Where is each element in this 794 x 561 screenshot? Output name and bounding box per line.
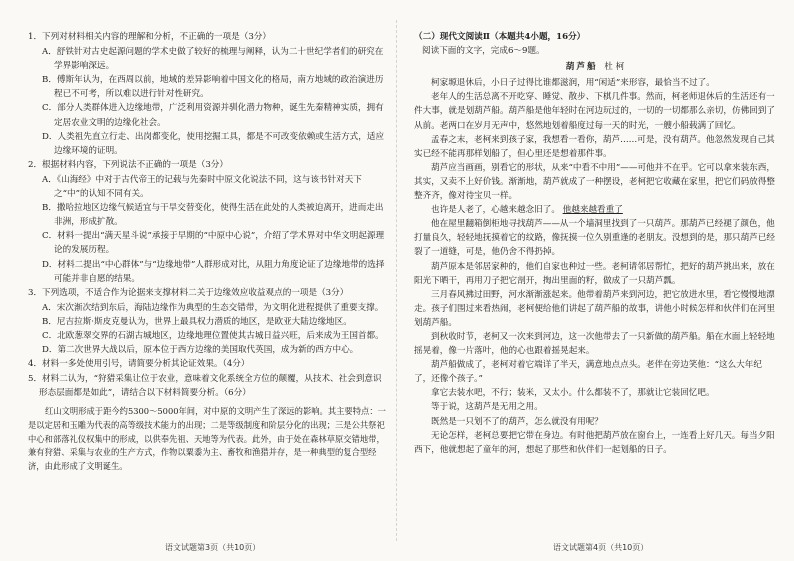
story-paragraph: 既然是一只划不了的葫芦，怎么就没有用呢？ — [431, 416, 603, 427]
option-c: C．部分人类群体进入边缘地带，广泛利用资源并驯化潜力物种，诞生先秦精神实质，拥有定居农业文明的边缘化社会。 — [42, 103, 384, 128]
story-title: 葫芦船 — [565, 62, 598, 73]
question-list — [28, 30, 390, 400]
question-2 — [28, 158, 390, 286]
question-3 — [28, 286, 390, 357]
right-page — [414, 30, 776, 531]
question-1 — [28, 30, 390, 158]
story-paragraph: 也许是人老了，心越来越念旧了。 — [431, 205, 560, 216]
question-stem: 1．下列对材料相关内容的理解和分析，不正确的一项是（3分） — [28, 32, 271, 42]
option-d: D．人类祖先直立行走、出岗都变化，使用挖掘工具，都是不可改变依赖或生活方式，适应边缘环境的证明。 — [42, 131, 385, 156]
option-b: B．傅斯年认为，在西周以前，地域的差异影响着中国文化的格局，南方地域的政治演进历程已不可考，所以难以进行针对性研究。 — [42, 75, 384, 100]
story-paragraph: 葫芦船做成了，老柯对着它端详了半天，满意地点点头。老伴在旁边笑他：“这么大年纪了，还像个孩子。” — [414, 360, 762, 385]
page-divider — [396, 20, 397, 541]
story-paragraph: 他在屋里翻箱倒柜地寻找葫芦——从一个墙洞里找到了一只葫芦。那葫芦已经褪了颜色，他打量良久，轻轻地抚摸着它的纹路，像抚摸一位久别重逢的老朋友。没想到的是，那只葫芦已经裂了一道缝，可是，他仍舍不得扔掉。 — [414, 219, 775, 258]
story-heading — [414, 60, 776, 74]
underlined-phrase: 他越来越看重了 — [562, 205, 623, 216]
story-paragraph: 拿它去装水吧，不行；装米，又太小。什么都装不了，那就让它装回忆吧。 — [431, 388, 715, 399]
option-b: B．撒哈拉地区边缘气候适宜与干旱交替变化，使得生活在此处的人类被迫离开，进而走出非洲，形成扩散。 — [42, 203, 384, 228]
story-paragraph-underlined — [414, 203, 776, 217]
section-title: （二）现代文阅读Ⅱ（本题共4小题，16分） — [414, 32, 586, 42]
page-footer-left: 语文试题第3页（共10页） — [165, 543, 261, 552]
question-5 — [28, 372, 390, 400]
option-a: A．舒铁针对古史起源问题的学术史做了较好的梳理与阐释，认为二十世纪学者们的研究在学界影响深远。 — [42, 47, 384, 72]
story-paragraph: 等于说，这葫芦是无用之用。 — [431, 402, 543, 413]
question-stem: 4．材料一多处使用引号，请简要分析其论证效果。（4分） — [28, 359, 250, 370]
option-a: A．《山海经》中对于古代帝王的记载与先秦时中原文化说法不同，这与该书针对天下之“中”的认知不同有关。 — [42, 174, 362, 200]
story-author: 杜 柯 — [604, 62, 625, 73]
question-4 — [28, 357, 390, 371]
story-paragraph: 葫芦原本是邻居家种的，他们自家也种过一些。老柯请邻居帮忙，把好的葫芦挑出来，放在阳光下晒干，再用刀子把它剖开，掏出里面的籽，做成了一只葫芦瓢。 — [414, 261, 775, 286]
option-d: D．第二次世界大战以后，原本位于西方边缘的美国取代英国，成为新的西方中心。 — [42, 345, 359, 356]
story-paragraph: 柯家塬退休后，小日子过得比谁都滋润，用“闲适”来形容，最恰当不过了。 — [431, 78, 715, 89]
page-footer-right: 语文试题第4页（共10页） — [553, 543, 649, 552]
story-paragraph: 孟春之末，老柯来到孩子家，我想看一看你，葫芦……可是，没有葫芦。他忽然发现自己其实已经不能再那样划船了，但心里还是想着那件事。 — [414, 134, 775, 159]
reading-extract: 红山文明形成于距今约5300～5000年间，对中原的文明产生了深远的影响。其主要特点：一是以定居和玉雕为代表的高等级技术能力的出现；二是等级制度和阶层分化的出现；三是公共祭祀中心和部落礼仪权集中的形成，以供奉先祖、天地等为代表。此外，由于处在森林草原交错地带，兼有狩猎、采集与农业的生产方式，作物以粟黍为主、畜牧和渔猎并存，是一种典型的复合型经济，由此形成了文明诞生。 — [28, 406, 386, 471]
option-c: C．北欧葱翠交界的石湖古城地区，边缘地理位置使其古城日益兴旺，后来成为王国首都。 — [42, 330, 384, 341]
story-paragraph: 老年人的生活总离不开吃穿、睡觉、散步、下棋几件事。然而，柯老师退休后的生活还有一件大事，就是划葫芦船。葫芦船是他年轻时在河边玩过的，一切的一切都那么亲切，仿佛回到了从前。老两口在岁月无声中，悠然地划着船度过每一天的时光，一艘小船载满了回忆。 — [414, 92, 775, 131]
story-paragraph: 三月春风拂过田野，河水渐渐涨起来。他带着葫芦来到河边，把它放进水里，看它慢慢地漂走。孩子们围过来看热闹，老柯便给他们讲起了葫芦船的故事，讲他小时候怎样和伙伴们在河里划葫芦船。 — [414, 289, 775, 328]
option-a: A．宋次渐次结到东后，海陆边缘作为典型的生态交错带，为文明化进程提供了重要支撑。 — [42, 302, 384, 313]
section-instruction: 阅读下面的文字，完成6～9题。 — [422, 46, 545, 57]
story-paragraph: 无论怎样，老柯总要把它带在身边。有时他把葫芦放在窗台上，一连看上好几天。每当夕阳西下，他就想起了童年的河，想起了那些和伙伴们一起划船的日子。 — [414, 430, 775, 455]
story-paragraph: 到秋收时节，老柯又一次来到河边，这一次他带去了一只新做的葫芦船。船在水面上轻轻地摇晃着，像一片落叶，他的心也跟着摇晃起来。 — [414, 331, 775, 357]
option-b: B．尼吉拉斯·斯皮克曼认为，世界上最具权力潜质的地区，是欧亚大陆边缘地区。 — [42, 316, 352, 327]
story-paragraph: 葫芦应当画画，别看它的形状，从来“中看不中用”——可他并不在乎。它可以拿来装东西，其实，又卖不上好价钱。渐渐地，葫芦就成了一种摆设，老柯把它收藏在家里，把它们码放得整整齐齐，像对待宝贝一样。 — [414, 162, 775, 202]
question-stem: 5．材料二认为，“狩猎采集让位于农业，意味着文化系统全方位的颠覆，从技术、社会到意识形态层面都是如此”，请结合以下材料简要分析。（6分） — [28, 374, 382, 399]
option-d: D．材料二提出“中心群体”与“边缘地带”人群形成对比，从阻力角度论证了边缘地带的选择可能并非自愿的结果。 — [42, 259, 385, 284]
question-stem: 2．根据材料内容，下列说法不正确的一项是（3分） — [28, 159, 228, 170]
story-body — [414, 76, 776, 457]
left-page — [28, 30, 390, 531]
question-stem: 3．下列选项，不适合作为论据来支撑材料二关于边缘效应收益观点的一项是（3分） — [28, 287, 349, 298]
option-c: C．材料一提出“满天星斗说”承接于早期的“中原中心说”，介绍了学术界对中华文明起源理论的发展历程。 — [42, 231, 385, 256]
